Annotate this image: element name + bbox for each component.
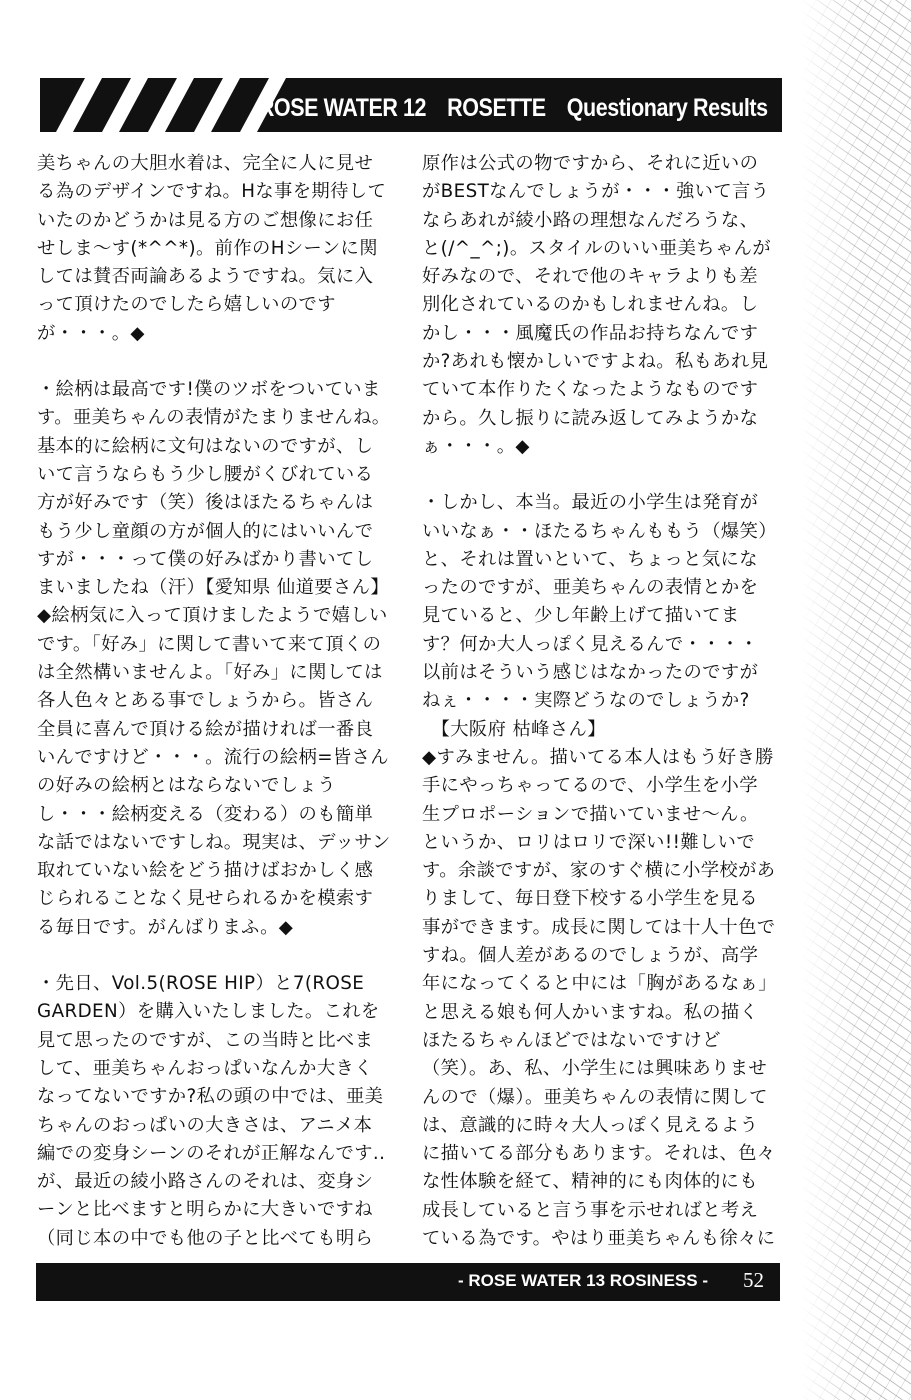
paragraph: 美ちゃんの大胆水着は、完全に人に見せる為のデザインですね。Hな事を期待していたのかどうかは見る方のご想像にお任せしま～す(*^^*)。前作のHシーンに関しては賛否両論あるようですね。気に入って頂けたのでしたら嬉しいのですが・・・。◆: [37, 153, 387, 344]
left-text-column: [37, 150, 391, 1250]
right-text-column: [422, 150, 776, 1250]
paragraph: ・絵柄は最高です!僕のツボをついています。亜美ちゃんの表情がたまりませんね。基本的に絵柄に文句はないのですが、しいて言うならもう少し腰がくびれている方が好みです（笑）後はほたるちゃんはもう少し童顔の方が個人的にはいいんですが・・・って僕の好みばかり書いてしまいましたね（汗）【愛知県 仙道要さん】: [37, 379, 391, 599]
paragraph: 原作は公式の物ですから、それに近いのがBESTなんでしょうが・・・強いて言うならあれが綾小路の理想なんだろうな、と(/^_^;)。スタイルのいい亜美ちゃんが好みなので、それで他のキャラよりも差別化されているのかもしれませんね。しかし・・・風魔氏の作品お持ちなんですか?あれも懐かしいですよね。私もあれ見ていて本作りたくなったようなものですから。久し振りに読み返してみようかなぁ・・・。◆: [422, 153, 772, 457]
footer-title: - ROSE WATER 13 ROSINESS -: [457, 1271, 708, 1290]
paragraph: ・先日、Vol.5(ROSE HIP）と7(ROSE GARDEN）を購入いたしました。これを見て思ったのですが、この当時と比べまして、亜美ちゃんおっぱいなんか大きくなってないですか?私の頭の中では、亜美ちゃんのおっぱいの大きさは、アニメ本編での変身シーンのそれが正解なんです..が、最近の綾小路さんのそれは、変身シーンと比べますと明らかに大きいですね（同じ本の中でも他の子と比べても明ら: [37, 973, 386, 1249]
paragraph: ◆すみません。描いてる本人はもう好き勝手にやっちゃってるので、小学生を小学生プロポーションで描いていませ～ん。というか、ロリはロリで深い!!難しいです。余談ですが、家のすぐ横に小学校がありまして、毎日登下校する小学生を見る事ができます。成長に関しては十人十色ですね。個人差があるのでしょうが、高学年になってくると中には「胸があるなぁ」と思える娘も何人かいますね。私の描くほたるちゃんほどではないですけど（笑）。あ、私、小学生には興味ありませんので（爆）。亜美ちゃんの表情に関しては、意識的に時々大人っぽく見えるように描いてる部分もあります。それは、色々な性体験を経て、精神的にも肉体的にも成長していると言う事を示せればと考えている為です。やはり亜美ちゃんも徐々に: [422, 746, 776, 1249]
paragraph: 【大阪府 枯峰さん】: [422, 718, 606, 740]
paragraph: ◆絵柄気に入って頂けましたようで嬉しいです。「好み」に関して書いて来て頂くのは全然構いませんよ。「好み」に関しては各人色々とある事でしょうから。皆さん全員に喜んで頂ける絵が描ければ一番良いんですけど・・・。流行の絵柄=皆さんの好みの絵柄とはならないでしょうし・・・絵柄変える（変わる）のも簡単な話ではないですしね。現実は、デッサン取れていない絵をどう描けばおかしく感じられることなく見せられるかを模索する毎日です。がんばりまふ。◆: [37, 605, 391, 938]
paragraph: ・しかし、本当。最近の小学生は発育がいいなぁ・・ほたるちゃんももう（爆笑）と、それは置いといて、ちょっと気になったのですが、亜美ちゃんの表情とかを見ていると、少し年齢上げて描いてます？何か大人っぽく見えるんで・・・・以前はそういう感じはなかったのですがねぇ・・・・実際どうなのでしょうか?: [422, 492, 768, 712]
header-bar: [40, 78, 782, 132]
footer-bar: [36, 1263, 780, 1301]
page-number: 52: [743, 1268, 764, 1292]
page-title: ROSE WATER 12 ROSETTE Questionary Results: [259, 94, 768, 122]
edge-scan-texture: [801, 0, 911, 1400]
